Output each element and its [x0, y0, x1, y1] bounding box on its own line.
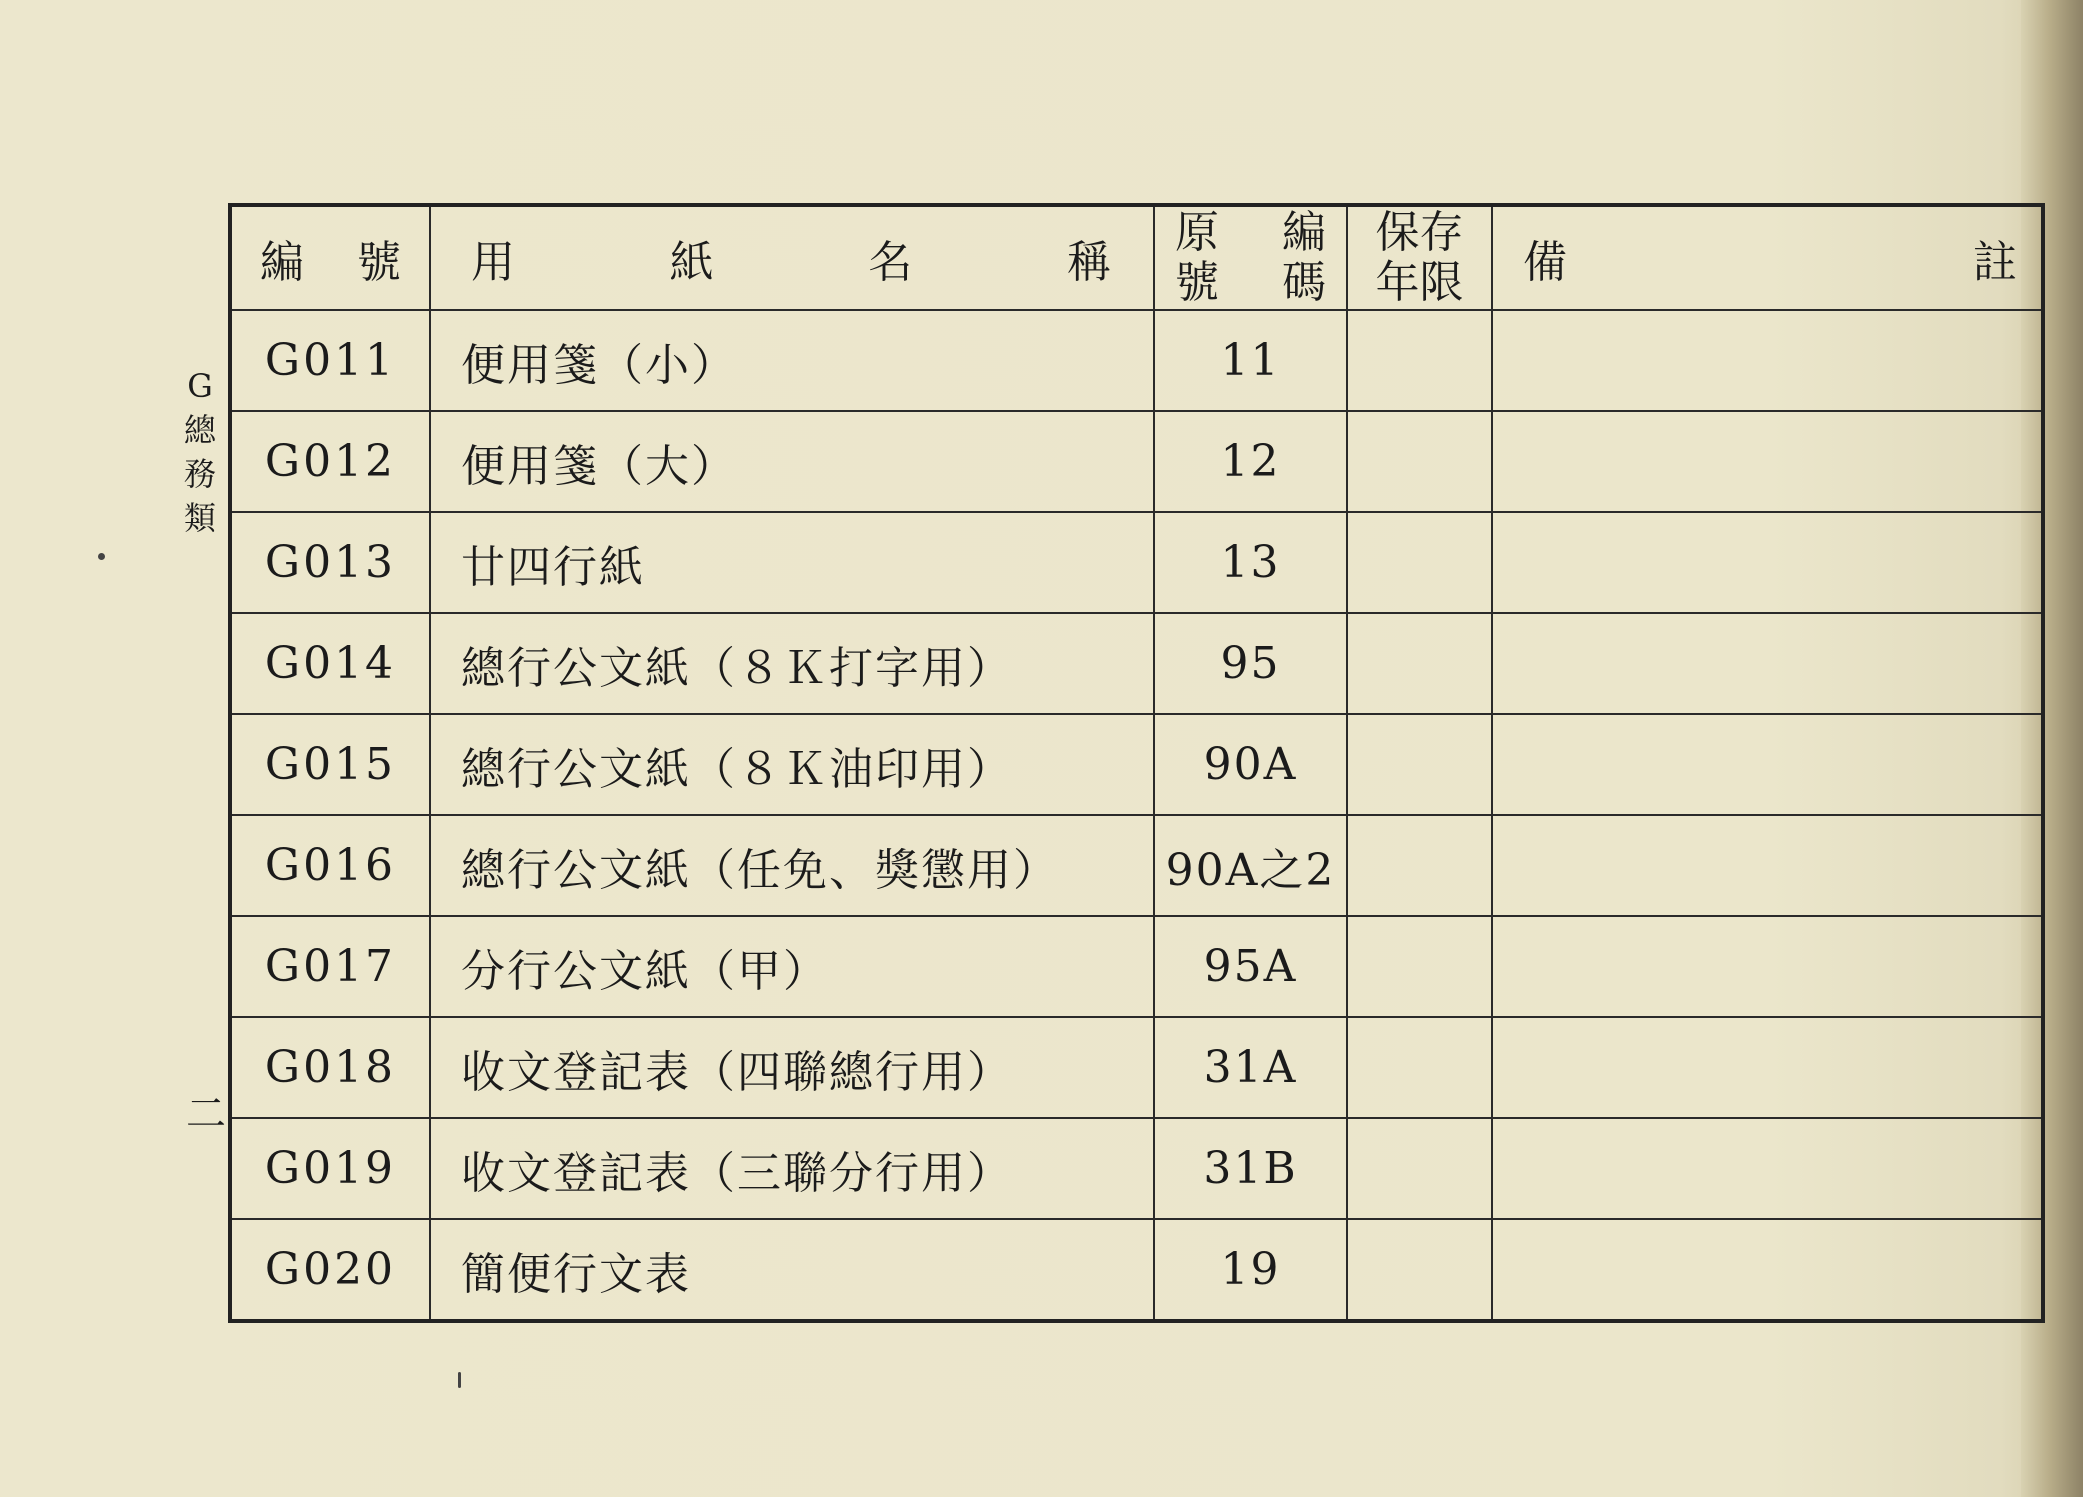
side-label-char: G [187, 367, 213, 405]
row-name: 便用箋（小） [430, 310, 1154, 411]
header-name-char: 名 [868, 237, 913, 288]
row-code: G015 [230, 714, 430, 815]
table-row [230, 411, 2043, 512]
row-original-code: 95 [1154, 613, 1347, 714]
row-name: 收文登記表（三聯分行用） [430, 1118, 1154, 1219]
row-name: 簡便行文表 [430, 1219, 1154, 1321]
row-retention [1347, 714, 1492, 815]
row-code: G014 [230, 613, 430, 714]
row-remarks [1492, 310, 2043, 411]
row-code: G011 [230, 310, 430, 411]
header-remarks-char: 註 [1973, 237, 2017, 288]
row-code: G019 [230, 1118, 430, 1219]
header-retention-line: 保存 [1375, 207, 1464, 258]
row-code: G018 [230, 1017, 430, 1118]
row-original-code: 11 [1154, 310, 1347, 411]
header-retention [1347, 205, 1492, 310]
row-original-code: 13 [1154, 512, 1347, 613]
table-header-row [230, 205, 2043, 310]
table-row [230, 1219, 2043, 1321]
table-row [230, 613, 2043, 714]
row-remarks [1492, 613, 2043, 714]
row-remarks [1492, 1017, 2043, 1118]
row-remarks [1492, 916, 2043, 1017]
row-name: 收文登記表（四聯總行用） [430, 1017, 1154, 1118]
side-label-char: 務 [183, 455, 216, 493]
row-code: G012 [230, 411, 430, 512]
header-code [230, 205, 430, 310]
row-retention [1347, 1118, 1492, 1219]
header-remarks [1492, 205, 2043, 310]
header-original-code-char: 編 [1282, 207, 1326, 258]
row-remarks [1492, 714, 2043, 815]
table-row [230, 815, 2043, 916]
row-remarks [1492, 1219, 2043, 1321]
row-retention [1347, 310, 1492, 411]
row-original-code: 95A [1154, 916, 1347, 1017]
row-retention [1347, 613, 1492, 714]
side-label-char: 總 [183, 411, 216, 449]
row-original-code: 31B [1154, 1118, 1347, 1219]
row-code: G017 [230, 916, 430, 1017]
row-name: 總行公文紙（８Ｋ打字用） [430, 613, 1154, 714]
row-code: G020 [230, 1219, 430, 1321]
paper-form-catalog-table [228, 203, 2045, 1323]
header-code-char: 編 [260, 237, 304, 288]
row-retention [1347, 1219, 1492, 1321]
row-retention [1347, 815, 1492, 916]
header-name-char: 用 [471, 237, 515, 288]
header-name [430, 205, 1154, 310]
row-retention [1347, 512, 1492, 613]
header-name-char: 紙 [669, 237, 714, 288]
table-row [230, 1017, 2043, 1118]
header-name-char: 稱 [1066, 237, 1111, 288]
row-code: G016 [230, 815, 430, 916]
category-side-label [182, 364, 218, 540]
table-row [230, 1118, 2043, 1219]
row-original-code: 19 [1154, 1219, 1347, 1321]
row-name: 分行公文紙（甲） [430, 916, 1154, 1017]
header-retention-line: 年限 [1375, 257, 1464, 308]
row-name: 總行公文紙（８Ｋ油印用） [430, 714, 1154, 815]
row-name: 廿四行紙 [430, 512, 1154, 613]
row-retention [1347, 411, 1492, 512]
ink-speck [98, 553, 105, 560]
row-name: 便用箋（大） [430, 411, 1154, 512]
row-original-code: 12 [1154, 411, 1347, 512]
row-retention [1347, 916, 1492, 1017]
table-row [230, 310, 2043, 411]
ink-speck [458, 1372, 461, 1388]
header-remarks-char: 備 [1523, 237, 1567, 288]
row-remarks [1492, 411, 2043, 512]
header-original-code-char: 碼 [1282, 257, 1326, 308]
row-remarks [1492, 1118, 2043, 1219]
table-row [230, 512, 2043, 613]
header-original-code [1154, 205, 1347, 310]
page-number: 二 [186, 1091, 226, 1137]
row-original-code: 90A之2 [1154, 815, 1347, 916]
row-code: G013 [230, 512, 430, 613]
row-name: 總行公文紙（任免、獎懲用） [430, 815, 1154, 916]
table-row [230, 714, 2043, 815]
side-label-char: 類 [183, 499, 216, 537]
row-retention [1347, 1017, 1492, 1118]
row-remarks [1492, 815, 2043, 916]
header-original-code-char: 原 [1175, 207, 1219, 258]
header-original-code-char: 號 [1175, 257, 1219, 308]
row-remarks [1492, 512, 2043, 613]
table-row [230, 916, 2043, 1017]
row-original-code: 31A [1154, 1017, 1347, 1118]
header-code-char: 號 [357, 237, 401, 288]
row-original-code: 90A [1154, 714, 1347, 815]
